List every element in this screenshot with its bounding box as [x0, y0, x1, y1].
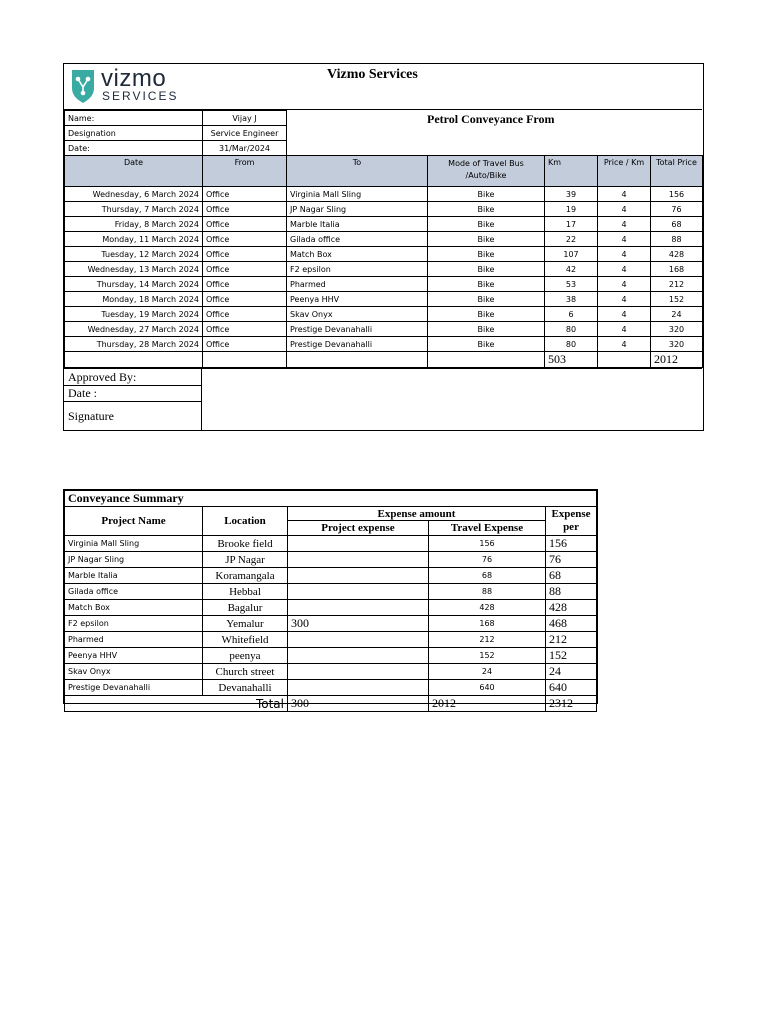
trip-from: Office — [203, 187, 287, 202]
trip-date: Monday, 11 March 2024 — [65, 232, 203, 247]
summary-expense-amount-header: Expense amount — [288, 507, 546, 521]
trip-from: Office — [203, 247, 287, 262]
trip-price-per-km: 4 — [598, 217, 651, 232]
summary-travel-expense: 152 — [429, 648, 546, 664]
summary-row — [65, 648, 597, 664]
summary-travel-expense: 168 — [429, 616, 546, 632]
summary-project-expense — [288, 584, 429, 600]
form-date: 31/Mar/2024 — [203, 141, 287, 156]
total-price: 2012 — [651, 352, 703, 368]
trip-km: 19 — [545, 202, 598, 217]
trip-km: 53 — [545, 277, 598, 292]
signature-label: Signature — [68, 409, 114, 423]
summary-row — [65, 680, 597, 696]
trip-date: Tuesday, 12 March 2024 — [65, 247, 203, 262]
trip-date: Tuesday, 19 March 2024 — [65, 307, 203, 322]
trip-from: Office — [203, 337, 287, 352]
trip-mode: Bike — [428, 187, 545, 202]
trip-from: Office — [203, 202, 287, 217]
trip-price-per-km: 4 — [598, 232, 651, 247]
summary-project-name: F2 epsilon — [65, 616, 203, 632]
summary-travel-expense: 88 — [429, 584, 546, 600]
summary-travel-expense: 156 — [429, 536, 546, 552]
summary-project-expense — [288, 552, 429, 568]
summary-project-expense: 300 — [288, 616, 429, 632]
trip-date: Thursday, 7 March 2024 — [65, 202, 203, 217]
trip-total-price: 68 — [651, 217, 703, 232]
summary-project-name: Prestige Devanahalli — [65, 680, 203, 696]
summary-expense-per: 640 — [546, 680, 597, 696]
empty-cell — [65, 352, 203, 368]
trip-date: Monday, 18 March 2024 — [65, 292, 203, 307]
summary-project-name: Peenya HHV — [65, 648, 203, 664]
summary-expense-per: 468 — [546, 616, 597, 632]
summary-project-name: Virginia Mall Sling — [65, 536, 203, 552]
trip-total-price: 88 — [651, 232, 703, 247]
trip-price-per-km: 4 — [598, 292, 651, 307]
empty-cell — [287, 352, 428, 368]
summary-travel-expense: 428 — [429, 600, 546, 616]
trip-date: Wednesday, 13 March 2024 — [65, 262, 203, 277]
trip-from: Office — [203, 232, 287, 247]
summary-location: JP Nagar — [203, 552, 288, 568]
trip-row — [65, 217, 703, 232]
trip-to: Marble Italia — [287, 217, 428, 232]
trip-to: Peenya HHV — [287, 292, 428, 307]
summary-expense-per: 152 — [546, 648, 597, 664]
total-label: Total — [65, 696, 288, 712]
name-label: Name: — [65, 111, 203, 126]
summary-project-expense — [288, 632, 429, 648]
summary-title: Conveyance Summary — [65, 491, 597, 507]
trip-total-price: 156 — [651, 187, 703, 202]
summary-location: Church street — [203, 664, 288, 680]
trip-price-per-km: 4 — [598, 307, 651, 322]
trip-price-per-km: 4 — [598, 262, 651, 277]
header-total-price: Total Price — [651, 156, 703, 187]
summary-location: Devanahalli — [203, 680, 288, 696]
trip-km: 42 — [545, 262, 598, 277]
trip-mode: Bike — [428, 277, 545, 292]
summary-location: Bagalur — [203, 600, 288, 616]
trip-date: Friday, 8 March 2024 — [65, 217, 203, 232]
summary-project-name: Pharmed — [65, 632, 203, 648]
trip-price-per-km: 4 — [598, 322, 651, 337]
summary-project-expense-header: Project expense — [288, 521, 429, 536]
summary-row — [65, 568, 597, 584]
summary-location: Yemalur — [203, 616, 288, 632]
trip-to: Virginia Mall Sling — [287, 187, 428, 202]
trip-row — [65, 247, 703, 262]
trip-totals-row — [65, 352, 703, 368]
summary-project-name: Match Box — [65, 600, 203, 616]
summary-total-row — [65, 696, 597, 712]
trip-km: 80 — [545, 322, 598, 337]
form-header — [64, 64, 702, 110]
summary-travel-expense: 68 — [429, 568, 546, 584]
trip-row — [65, 277, 703, 292]
designation-label: Designation — [65, 126, 203, 141]
summary-travel-expense: 24 — [429, 664, 546, 680]
trip-mode: Bike — [428, 247, 545, 262]
trip-from: Office — [203, 277, 287, 292]
header-mode: Mode of Travel Bus /Auto/Bike — [428, 156, 545, 187]
summary-project-expense — [288, 568, 429, 584]
logo-name: vizmo — [101, 65, 167, 92]
summary-row — [65, 536, 597, 552]
trip-total-price: 320 — [651, 322, 703, 337]
empty-cell — [203, 352, 287, 368]
header-to: To — [287, 156, 428, 187]
trip-km: 6 — [545, 307, 598, 322]
trip-to: Pharmed — [287, 277, 428, 292]
total-km: 503 — [545, 352, 598, 368]
trip-to: JP Nagar Sling — [287, 202, 428, 217]
logo-subtext: SERVICES — [102, 89, 179, 103]
trip-km: 22 — [545, 232, 598, 247]
trip-total-price: 428 — [651, 247, 703, 262]
summary-travel-expense: 76 — [429, 552, 546, 568]
total-travel-expense: 2012 — [429, 696, 546, 712]
summary-expense-per: 68 — [546, 568, 597, 584]
conveyance-form — [63, 63, 704, 431]
trip-mode: Bike — [428, 322, 545, 337]
summary-location-header: Location — [203, 507, 288, 536]
summary-project-name: Gilada office — [65, 584, 203, 600]
trip-to: Match Box — [287, 247, 428, 262]
trip-row — [65, 187, 703, 202]
summary-travel-expense-header: Travel Expense — [429, 521, 546, 536]
trips-table — [64, 155, 703, 368]
trip-price-per-km: 4 — [598, 202, 651, 217]
trip-to: Prestige Devanahalli — [287, 337, 428, 352]
trip-price-per-km: 4 — [598, 277, 651, 292]
trip-row — [65, 307, 703, 322]
trip-to: Skav Onyx — [287, 307, 428, 322]
summary-location: Koramangala — [203, 568, 288, 584]
trip-date: Wednesday, 27 March 2024 — [65, 322, 203, 337]
trip-from: Office — [203, 217, 287, 232]
date-label: Date: — [65, 141, 203, 156]
trip-to: Prestige Devanahalli — [287, 322, 428, 337]
trip-km: 17 — [545, 217, 598, 232]
summary-location: Whitefield — [203, 632, 288, 648]
trip-to: Gilada office — [287, 232, 428, 247]
trip-date: Thursday, 28 March 2024 — [65, 337, 203, 352]
trip-mode: Bike — [428, 232, 545, 247]
header-date: Date — [65, 156, 203, 187]
trip-to: F2 epsilon — [287, 262, 428, 277]
form-title: Petrol Conveyance From — [427, 112, 555, 126]
trip-km: 80 — [545, 337, 598, 352]
trip-price-per-km: 4 — [598, 247, 651, 262]
summary-project-name: Marble Italia — [65, 568, 203, 584]
trip-mode: Bike — [428, 202, 545, 217]
summary-row — [65, 600, 597, 616]
summary-project-name: Skav Onyx — [65, 664, 203, 680]
summary-project-expense — [288, 664, 429, 680]
total-expense-per: 2312 — [546, 696, 597, 712]
trip-total-price: 76 — [651, 202, 703, 217]
header-km: Km — [545, 156, 598, 187]
summary-project-name: JP Nagar Sling — [65, 552, 203, 568]
summary-project-expense — [288, 600, 429, 616]
trip-mode: Bike — [428, 337, 545, 352]
employee-name: Vijay J — [203, 111, 287, 126]
trip-total-price: 212 — [651, 277, 703, 292]
trip-km: 39 — [545, 187, 598, 202]
trip-total-price: 152 — [651, 292, 703, 307]
trip-date: Wednesday, 6 March 2024 — [65, 187, 203, 202]
summary-expense-per: 156 — [546, 536, 597, 552]
summary-row — [65, 552, 597, 568]
trip-km: 107 — [545, 247, 598, 262]
summary-row — [65, 616, 597, 632]
trip-row — [65, 262, 703, 277]
company-title: Vizmo Services — [327, 67, 418, 82]
header-from: From — [203, 156, 287, 187]
trip-from: Office — [203, 322, 287, 337]
summary-expense-per: 88 — [546, 584, 597, 600]
trip-mode: Bike — [428, 217, 545, 232]
total-project-expense: 300 — [288, 696, 429, 712]
trip-row — [65, 202, 703, 217]
trip-row — [65, 292, 703, 307]
trip-row — [65, 322, 703, 337]
trip-mode: Bike — [428, 262, 545, 277]
summary-expense-per: 428 — [546, 600, 597, 616]
summary-travel-expense: 212 — [429, 632, 546, 648]
trip-row — [65, 337, 703, 352]
trip-date: Thursday, 14 March 2024 — [65, 277, 203, 292]
approval-block — [64, 368, 702, 431]
empty-cell — [428, 352, 545, 368]
trip-price-per-km: 4 — [598, 187, 651, 202]
summary-project-expense — [288, 680, 429, 696]
approved-by-label: Approved By: — [68, 370, 137, 384]
header-price-per-km: Price / Km — [598, 156, 651, 187]
trip-from: Office — [203, 307, 287, 322]
summary-row — [65, 584, 597, 600]
trip-km: 38 — [545, 292, 598, 307]
trip-price-per-km: 4 — [598, 337, 651, 352]
trips-header-row — [65, 156, 703, 187]
trip-from: Office — [203, 262, 287, 277]
summary-location: Hebbal — [203, 584, 288, 600]
vizmo-logo-icon — [69, 68, 97, 104]
summary-location: peenya — [203, 648, 288, 664]
summary-project-name-header: Project Name — [65, 507, 203, 536]
summary-project-expense — [288, 536, 429, 552]
summary-table — [64, 490, 597, 712]
summary-expense-per: 24 — [546, 664, 597, 680]
summary-expense-per-header: Expense per — [546, 507, 597, 536]
summary-project-expense — [288, 648, 429, 664]
summary-expense-per: 76 — [546, 552, 597, 568]
approval-date-label: Date : — [68, 386, 97, 400]
trip-from: Office — [203, 292, 287, 307]
summary-row — [65, 632, 597, 648]
trip-row — [65, 232, 703, 247]
trip-total-price: 320 — [651, 337, 703, 352]
trip-total-price: 168 — [651, 262, 703, 277]
trip-total-price: 24 — [651, 307, 703, 322]
conveyance-summary — [63, 489, 598, 711]
summary-expense-per: 212 — [546, 632, 597, 648]
employee-info — [64, 110, 287, 156]
employee-designation: Service Engineer — [203, 126, 287, 141]
trip-mode: Bike — [428, 292, 545, 307]
summary-location: Brooke field — [203, 536, 288, 552]
summary-row — [65, 664, 597, 680]
trip-mode: Bike — [428, 307, 545, 322]
empty-cell — [598, 352, 651, 368]
summary-travel-expense: 640 — [429, 680, 546, 696]
